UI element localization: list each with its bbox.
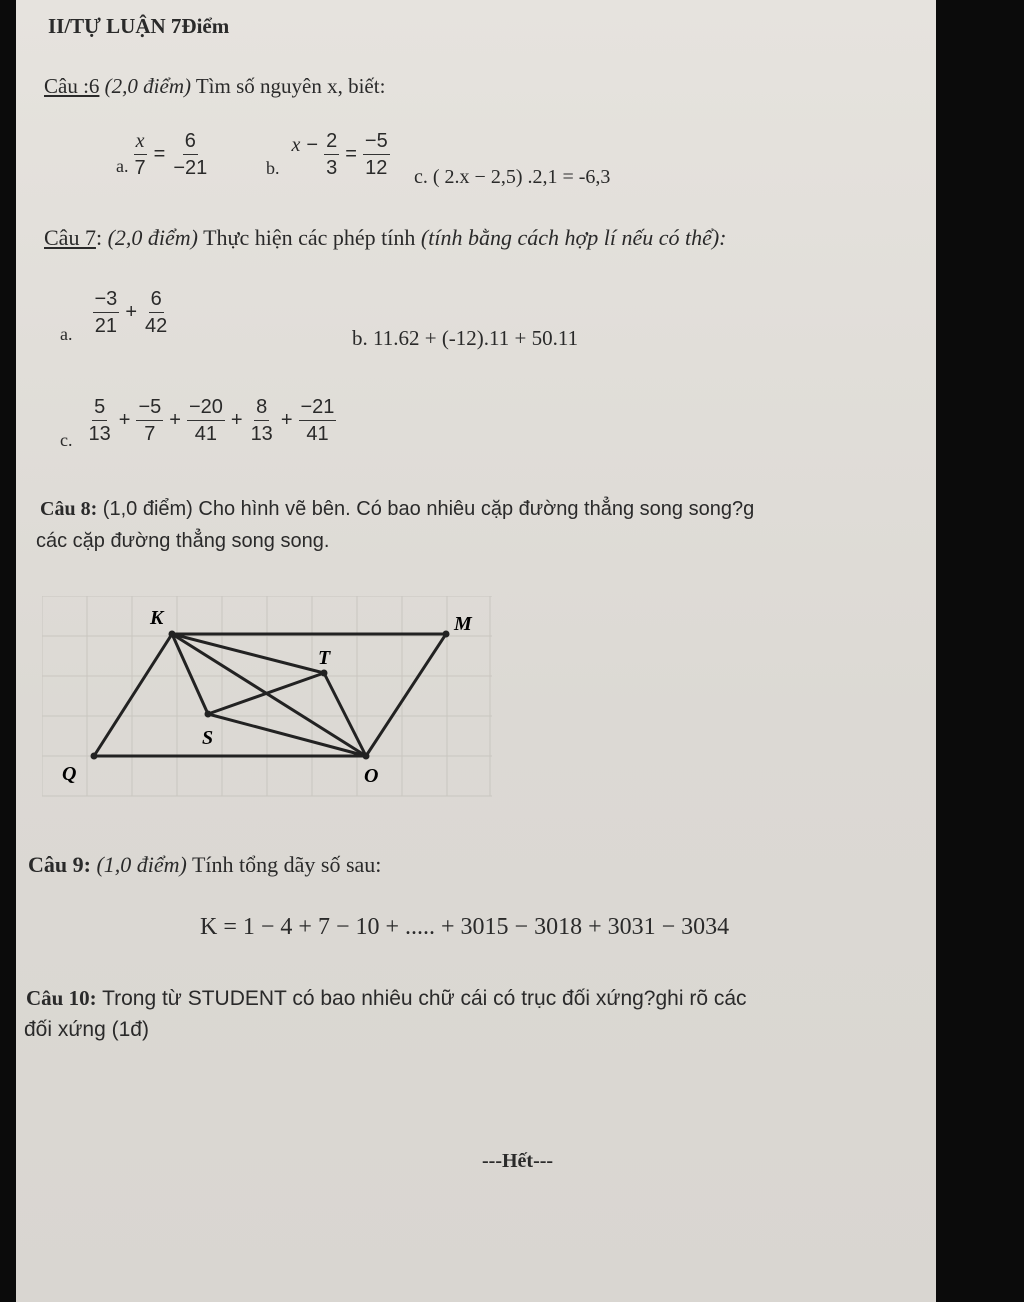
fraction: $\frac{6}{42}$ <box>145 288 168 337</box>
segment-QK <box>94 634 172 756</box>
end-marker: ---Hết--- <box>482 1150 554 1172</box>
q6-b: b. x − $\frac{2}{3}$ = $\frac{-5}{12}$ <box>266 130 388 179</box>
section-title: II/TỰ LUẬN 7Điểm <box>48 14 230 38</box>
q8-label: Câu 8: <box>40 498 98 520</box>
fraction: $\frac{6}{-21}$ <box>173 130 208 179</box>
q10-label: Câu 10: <box>26 986 97 1010</box>
fraction: $\frac{8}{13}$ <box>250 396 273 445</box>
q6-points: (2,0 điểm) <box>104 74 191 98</box>
grid-lines <box>42 596 492 796</box>
q6-heading <box>44 74 385 99</box>
fraction: $\frac{-5}{12}$ <box>364 130 388 179</box>
figure-lines <box>94 634 446 756</box>
q7-b: b. 11.62 + (-12).11 + 50.11 <box>352 326 579 350</box>
fraction: $\frac{-3}{21}$ <box>94 288 118 337</box>
q6-prompt: Tìm số nguyên x, biết: <box>195 74 386 98</box>
fraction: $\frac{x}{7}$ <box>134 130 146 179</box>
q6-b-label: b. <box>266 158 280 178</box>
q7-points: (2,0 điểm) <box>107 225 198 250</box>
q9-label: Câu 9: <box>28 852 91 877</box>
q9-points: (1,0 điểm) <box>96 852 187 877</box>
fraction: $\frac{-21}{41}$ <box>300 396 335 445</box>
segment-MO <box>366 634 446 756</box>
q7-a: a. $\frac{-3}{21}$ + $\frac{6}{42}$ <box>60 288 168 344</box>
fraction: $\frac{-5}{7}$ <box>138 396 162 445</box>
q10-text1: Trong từ STUDENT có bao nhiêu chữ cái có trục đối xứng?ghi rõ các <box>102 987 747 1010</box>
q7-note: (tính bằng cách hợp lí nếu có thể): <box>420 225 727 250</box>
point-label-K: K <box>150 607 164 629</box>
q6-label: Câu :6 <box>44 74 100 98</box>
fraction: $\frac{-20}{41}$ <box>188 396 223 445</box>
fraction: $\frac{2}{3}$ <box>326 130 338 179</box>
segment-SO <box>208 714 366 756</box>
fraction: $\frac{5}{13}$ <box>88 396 111 445</box>
segment-KT <box>172 634 324 673</box>
q7-prompt: Thực hiện các phép tính <box>203 225 416 250</box>
point-label-Q: Q <box>62 763 77 785</box>
point-label-M: M <box>454 613 472 635</box>
q9-heading <box>28 852 381 878</box>
parallelogram-figure <box>42 596 492 798</box>
q10-line1 <box>26 986 747 1011</box>
q8-text1: (1,0 điểm) Cho hình vẽ bên. Có bao nhiêu cặp đường thẳng song song?g <box>102 498 755 520</box>
q8-text2: các cặp đường thẳng song song. <box>36 530 330 552</box>
q6-a: a. $\frac{x}{7}$ = $\frac{6}{-21}$ <box>116 130 208 179</box>
q8-line1 <box>40 498 754 521</box>
q10-text2: đối xứng (1đ) <box>24 1018 149 1041</box>
point-label-T: T <box>318 647 331 669</box>
q6-c: c. ( 2.x − 2,5) .2,1 = -6,3 <box>414 166 611 188</box>
segment-ST <box>208 673 324 714</box>
point-label-O: O <box>364 765 379 787</box>
q7-heading: Câu 7: (2,0 điểm) Thực hiện các phép tính (tính bằng cách hợp lí nếu có thể): <box>44 225 727 250</box>
q6-a-label: a. <box>116 156 129 176</box>
q9-prompt: Tính tổng dãy số sau: <box>191 852 382 877</box>
exam-paper <box>16 0 936 1302</box>
point-label-S: S <box>202 727 214 749</box>
q7-c: c. $\frac{5}{13}$ + $\frac{-5}{7}$ + $\frac{-20}{41}$ + $\frac{8}{13}$ + $\frac{-21}{41}$ <box>60 396 335 450</box>
q7-label: Câu 7 <box>44 225 96 250</box>
q9-formula: K = 1 − 4 + 7 − 10 + ..... + 3015 − 3018 + 3031 − 3034 <box>200 914 730 940</box>
